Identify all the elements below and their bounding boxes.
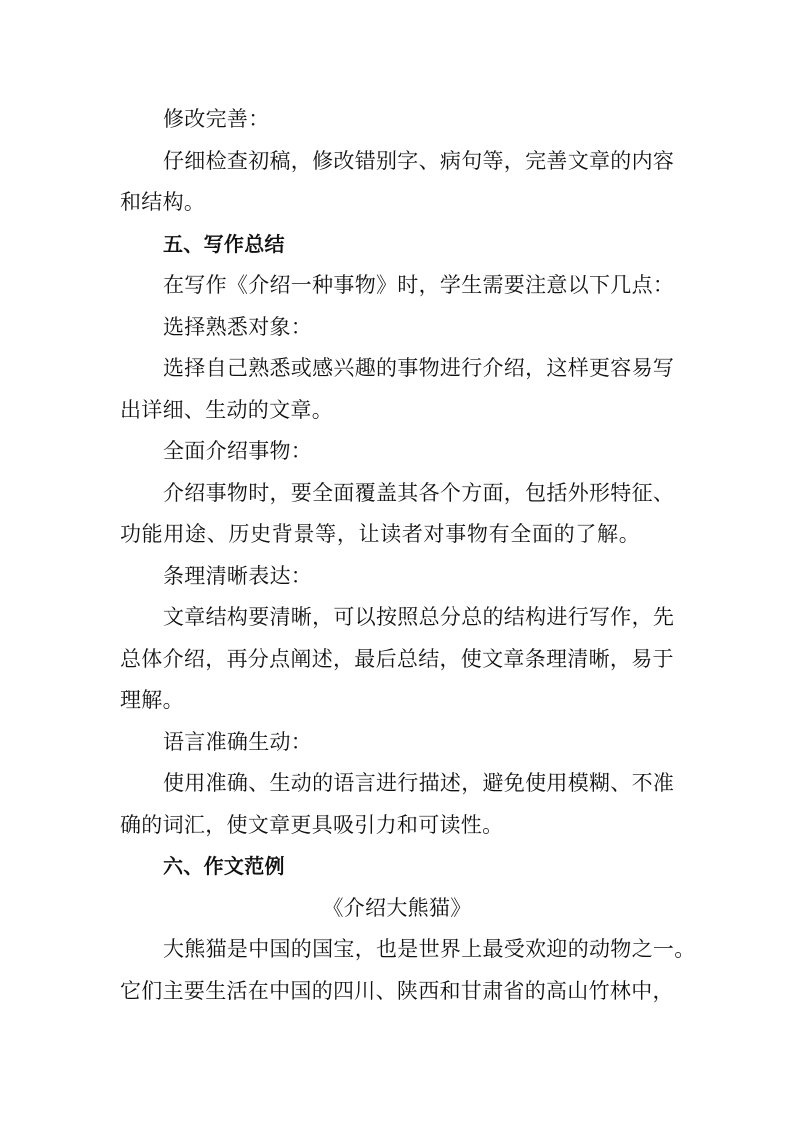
- point-2-text-line-1: 介绍事物时，要全面覆盖其各个方面，包括外形特征、: [163, 481, 675, 505]
- section-5-intro: 在写作《介绍一种事物》时，学生需要注意以下几点：: [163, 273, 675, 297]
- example-title: 《介绍大熊猫》: [322, 896, 472, 920]
- point-3-text-line-1: 文章结构要清晰，可以按照总分总的结构进行写作，先: [163, 605, 675, 629]
- revise-heading: 修改完善：: [163, 107, 270, 131]
- revise-text-line-1: 仔细检查初稿，修改错别字、病句等，完善文章的内容: [163, 149, 675, 173]
- point-4-heading: 语言准确生动：: [163, 730, 313, 754]
- example-text-line-1: 大熊猫是中国的国宝，也是世界上最受欢迎的动物之一。: [163, 937, 696, 961]
- point-1-heading: 选择熟悉对象：: [163, 315, 313, 339]
- point-3-heading: 条理清晰表达：: [163, 564, 313, 588]
- point-4-text-line-1: 使用准确、生动的语言进行描述，避免使用模糊、不准: [163, 771, 675, 795]
- section-5-heading: 五、写作总结: [163, 232, 285, 256]
- section-6-heading: 六、作文范例: [163, 854, 285, 878]
- point-2-text-line-2: 功能用途、历史背景等，让读者对事物有全面的了解。: [120, 522, 640, 546]
- point-3-text-line-3: 理解。: [120, 688, 184, 712]
- example-text-line-2: 它们主要生活在中国的四川、陕西和甘肃省的高山竹林中，: [120, 979, 674, 1003]
- point-4-text-line-2: 确的词汇，使文章更具吸引力和可读性。: [120, 813, 504, 837]
- point-1-text-line-2: 出详细、生动的文章。: [120, 398, 333, 422]
- revise-text-line-2: 和结构。: [120, 190, 206, 214]
- point-3-text-line-2: 总体介绍，再分点阐述，最后总结，使文章条理清晰，易于: [120, 647, 674, 671]
- point-1-text-line-1: 选择自己熟悉或感兴趣的事物进行介绍，这样更容易写: [163, 356, 675, 380]
- point-2-heading: 全面介绍事物：: [163, 439, 313, 463]
